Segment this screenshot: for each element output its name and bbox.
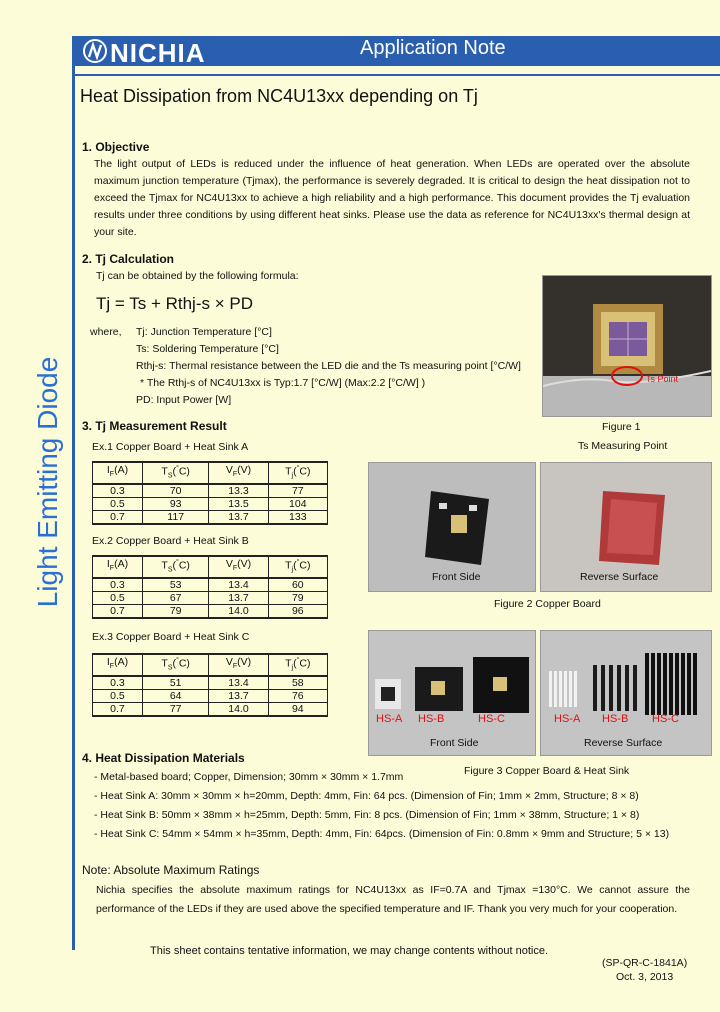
ex3-label: Ex.3 Copper Board + Heat Sink C	[92, 631, 250, 643]
col-ts: $T_S(^\circ C)$	[142, 462, 208, 484]
fig3-reverse-hs-b: HS-B	[602, 713, 629, 725]
cell: 0.7	[93, 510, 143, 524]
def-rth-value: * The Rthj-s of NC4U13xx is Typ:1.7 [°C/W] (Max:2.2 [°C/W] )	[140, 377, 426, 389]
cell: 0.3	[93, 484, 143, 498]
cell: 67	[142, 591, 208, 604]
col-tj: $T_j(^\circ C)$	[268, 654, 327, 676]
cell: 77	[268, 484, 327, 498]
note-text: Nichia specifies the absolute maximum ratings for NC4U13xx as IF=0.7A and Tjmax =130°C. We cannot assure the performance of the LEDs if they are used above the specified temperature and IF. Thank you very much for your cooperation.	[96, 884, 690, 915]
cell: 104	[268, 497, 327, 510]
col-if: $I_F(A)$	[93, 462, 143, 484]
fig3-reverse-label: Reverse Surface	[584, 737, 663, 749]
cell: 0.5	[93, 591, 143, 604]
fig3-front-hs-a: HS-A	[376, 713, 403, 725]
col-tj: $T_j(^\circ C)$	[268, 462, 327, 484]
objective-text: The light output of LEDs is reduced under the influence of heat generation. When LEDs are operated over the absolute maximum junction temperature (Tjmax), the performance is severely degraded. It is critical to design the heat dissipation not to exceed the Tjmax for NC4U13xx to achieve a high reliability and a high performance. This document provides the Tj evaluation results under three conditions by using different heat sinks. Please use the data as reference for NC4U13xx's thermal design at your site.	[94, 158, 690, 238]
cell: 64	[142, 689, 208, 702]
figure1-label: Figure 1	[602, 421, 641, 433]
def-ts: Ts: Soldering Temperature [°C]	[136, 343, 279, 355]
cell: 0.5	[93, 497, 143, 510]
table-row	[93, 591, 328, 604]
note-heading: Note: Absolute Maximum Ratings	[82, 863, 260, 877]
tj-formula: Tj = Ts + Rthj-s × PD	[96, 294, 253, 313]
fig2-reverse-label: Reverse Surface	[580, 571, 659, 583]
ex1-table	[92, 461, 328, 525]
table-row	[93, 604, 328, 618]
table-row	[93, 510, 328, 524]
table-row	[93, 497, 328, 510]
table-row	[93, 702, 328, 716]
doc-type: Application Note	[360, 37, 506, 59]
page-title: Heat Dissipation from NC4U13xx depending on Tj	[80, 86, 478, 106]
footer-code: (SP-QR-C-1841A)	[602, 957, 688, 969]
cell: 79	[142, 604, 208, 618]
results-heading: 3. Tj Measurement Result	[82, 419, 227, 433]
ex2-label: Ex.2 Copper Board + Heat Sink B	[92, 535, 249, 547]
col-vf: $V_F(V)$	[209, 462, 268, 484]
cell: 133	[268, 510, 327, 524]
def-rth: Rthj-s: Thermal resistance between the LED die and the Ts measuring point [°C/W]	[136, 360, 521, 372]
table-row	[93, 484, 328, 498]
col-ts: $T_S(^\circ C)$	[142, 556, 208, 578]
cell: 13.4	[209, 578, 268, 592]
fig3-reverse-hs-a: HS-A	[554, 713, 581, 725]
cell: 117	[142, 510, 208, 524]
def-tj: Tj: Junction Temperature [°C]	[136, 326, 272, 338]
cell: 70	[142, 484, 208, 498]
col-vf: $V_F(V)$	[209, 556, 268, 578]
materials-list	[94, 768, 704, 844]
side-label: Light Emitting Diode	[32, 356, 63, 608]
table-header-row	[93, 654, 328, 676]
cell: 13.7	[209, 591, 268, 604]
cell: 13.4	[209, 676, 268, 690]
figure1-caption: Ts Measuring Point	[578, 440, 668, 452]
cell: 0.7	[93, 604, 143, 618]
cell: 0.7	[93, 702, 143, 716]
def-pd: PD: Input Power [W]	[136, 394, 232, 406]
figure3-caption: Figure 3 Copper Board & Heat Sink	[464, 765, 630, 777]
footer-date: Oct. 3, 2013	[616, 971, 674, 983]
fig2-front-label: Front Side	[432, 571, 481, 583]
col-if: $I_F(A)$	[93, 654, 143, 676]
col-ts: $T_S(^\circ C)$	[142, 654, 208, 676]
nichia-logo-icon	[82, 38, 108, 64]
cell: 0.3	[93, 676, 143, 690]
fig3-reverse-hs-c: HS-C	[652, 713, 679, 725]
list-item: - Heat Sink C: 54mm × 54mm × h=35mm, Depth: 4mm, Fin: 64pcs. (Dimension of Fin: 0.8mm × 9mm and Structure; 5 × 13)	[94, 828, 670, 840]
table-row	[93, 578, 328, 592]
cell: 94	[268, 702, 327, 716]
cell: 0.5	[93, 689, 143, 702]
fig3-front-label: Front Side	[430, 737, 479, 749]
calc-heading: 2. Tj Calculation	[82, 252, 175, 266]
cell: 51	[142, 676, 208, 690]
cell: 77	[142, 702, 208, 716]
figure2-caption: Figure 2 Copper Board	[494, 598, 601, 610]
ex1-label: Ex.1 Copper Board + Heat Sink A	[92, 441, 249, 453]
cell: 13.3	[209, 484, 268, 498]
col-tj: $T_j(^\circ C)$	[268, 556, 327, 578]
table-header-row	[93, 556, 328, 578]
header-divider	[72, 74, 720, 76]
list-item: - Heat Sink A: 30mm × 30mm × h=20mm, Depth: 4mm, Fin: 64 pcs. (Dimension of Fin; 1mm × 2mm, Structure; 8 × 8)	[94, 790, 639, 802]
list-item: - Heat Sink B: 50mm × 38mm × h=25mm, Depth: 5mm, Fin: 8 pcs. (Dimension of Fin; 1mm × 38mm, Structure; 1 × 8)	[94, 809, 640, 821]
cell: 93	[142, 497, 208, 510]
ex2-table	[92, 555, 328, 619]
list-item: - Metal-based board; Copper, Dimension; 30mm × 30mm × 1.7mm	[94, 771, 404, 783]
cell: 14.0	[209, 604, 268, 618]
left-border-line	[72, 36, 75, 950]
cell: 53	[142, 578, 208, 592]
footer-notice: This sheet contains tentative information, we may change contents without notice.	[150, 945, 549, 957]
table-header-row	[93, 462, 328, 484]
brand-logo: NICHIA	[110, 38, 206, 68]
materials-heading: 4. Heat Dissipation Materials	[82, 751, 245, 765]
objective-heading: 1. Objective	[82, 140, 150, 154]
cell: 60	[268, 578, 327, 592]
ex3-table	[92, 653, 328, 717]
table-row	[93, 676, 328, 690]
fig3-front-hs-b: HS-B	[418, 713, 445, 725]
led-photo-illustration	[543, 276, 711, 416]
cell: 58	[268, 676, 327, 690]
col-vf: $V_F(V)$	[209, 654, 268, 676]
table-row	[93, 689, 328, 702]
cell: 96	[268, 604, 327, 618]
cell: 13.7	[209, 510, 268, 524]
cell: 14.0	[209, 702, 268, 716]
calc-intro: Tj can be obtained by the following formula:	[96, 270, 299, 282]
col-if: $I_F(A)$	[93, 556, 143, 578]
ts-point-label: Ts Point	[646, 374, 679, 384]
cell: 0.3	[93, 578, 143, 592]
figure1-photo	[542, 275, 712, 417]
fig3-front-hs-c: HS-C	[478, 713, 505, 725]
cell: 79	[268, 591, 327, 604]
cell: 76	[268, 689, 327, 702]
definitions-list	[136, 324, 541, 409]
cell: 13.7	[209, 689, 268, 702]
cell: 13.5	[209, 497, 268, 510]
where-label: where,	[90, 326, 122, 338]
